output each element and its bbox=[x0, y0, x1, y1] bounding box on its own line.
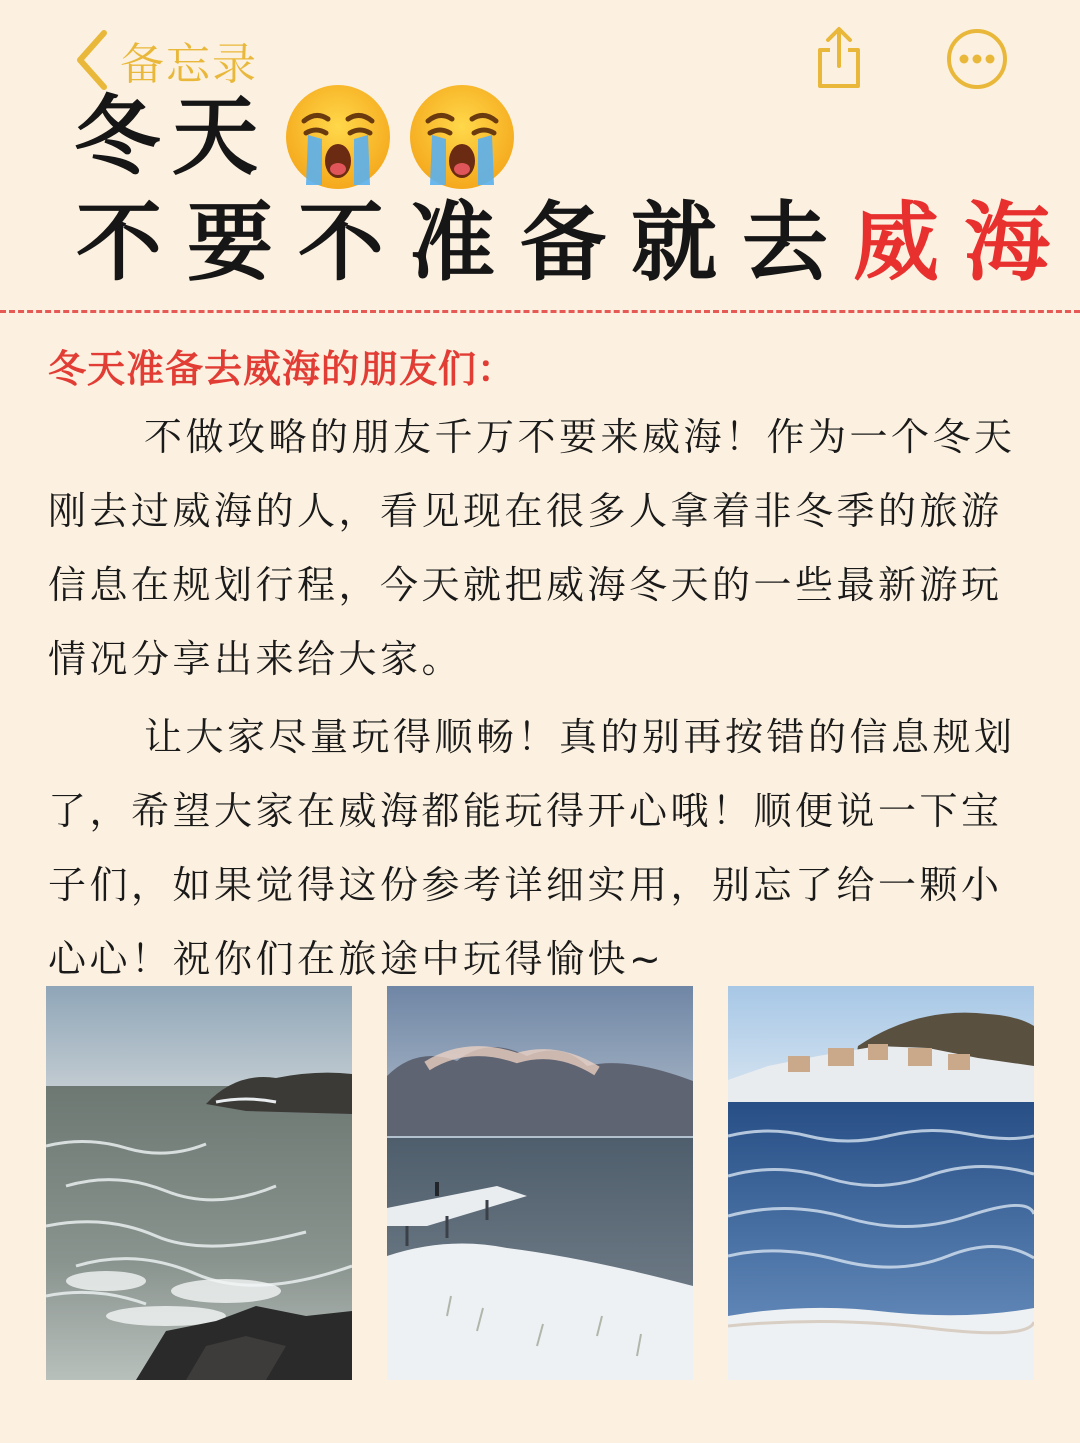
more-button[interactable] bbox=[946, 28, 1008, 90]
share-icon bbox=[814, 26, 864, 90]
snowy-coastal-town-photo[interactable] bbox=[728, 986, 1034, 1380]
paragraph-2: 让大家尽量玩得顺畅！真的别再按错的信息规划了，希望大家在威海都能玩得开心哦！顺便说一下宝子们，如果觉得这份参考详细实用，别忘了给一颗小心心！祝你们在旅途中玩得愉快~ bbox=[48, 715, 1016, 981]
title-line-1 bbox=[74, 82, 518, 192]
title-line-2 bbox=[76, 193, 1075, 293]
crying-face-icon bbox=[406, 81, 518, 193]
title-word: 冬天 bbox=[74, 87, 270, 187]
share-button[interactable] bbox=[814, 26, 864, 90]
back-label: 备忘录 bbox=[120, 39, 258, 90]
dashed-divider bbox=[0, 310, 1080, 313]
crying-face-icon bbox=[282, 81, 394, 193]
rocky-coast-photo[interactable] bbox=[46, 986, 352, 1380]
intro-heading: 冬天准备去威海的朋友们： bbox=[48, 347, 517, 391]
title-main-text: 不要不准备就去 bbox=[76, 193, 853, 293]
title-highlight-text: 威海 bbox=[853, 193, 1075, 293]
more-icon bbox=[946, 28, 1008, 90]
paragraph-1: 不做攻略的朋友千万不要来威海！作为一个冬天刚去过威海的人，看见现在很多人拿着非冬季的旅游信息在规划行程，今天就把威海冬天的一些最新游玩情况分享出来给大家。 bbox=[48, 415, 1016, 681]
snowy-pier-photo[interactable] bbox=[387, 986, 693, 1380]
